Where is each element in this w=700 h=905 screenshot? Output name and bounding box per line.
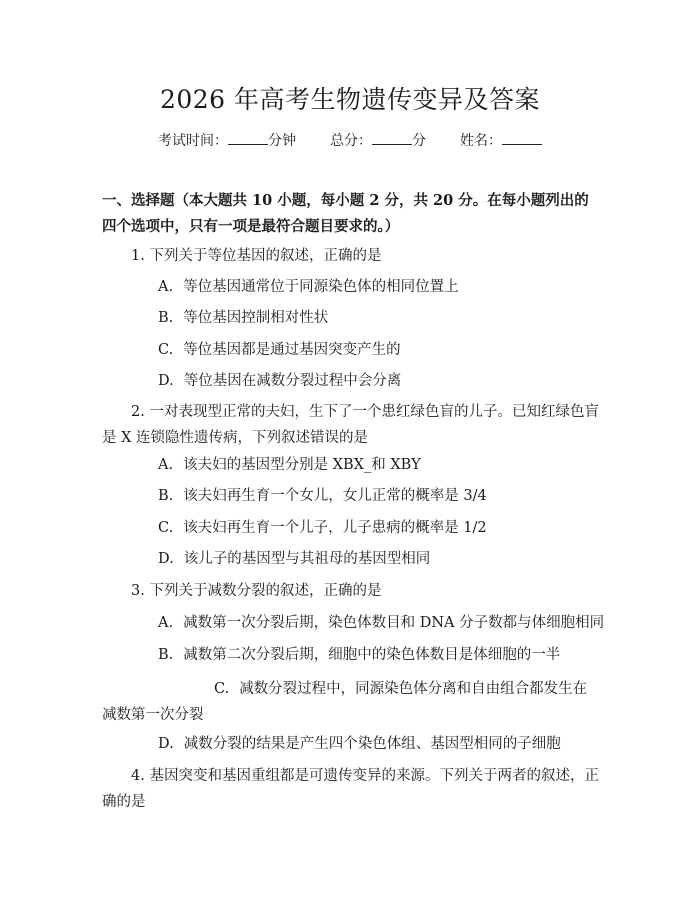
page-title: 2026 年高考生物遗传变异及答案	[159, 85, 541, 114]
question-1-option-b	[158, 305, 600, 331]
option-label: A.	[158, 615, 174, 631]
question-1-option-d	[158, 368, 600, 394]
section-heading: 一、选择题（本大题共 10 小题，每小题 2 分，共 20 分。在每小题列出的四个选项中，只有一项是最符合题目要求的。）	[102, 192, 589, 235]
time-blank	[228, 130, 268, 145]
option-text: 减数第二次分裂后期，细胞中的染色体数目是体细胞的一半	[183, 647, 561, 663]
question-3-option-d	[158, 731, 600, 757]
option-text: 等位基因通常位于同源染色体的相同位置上	[183, 279, 459, 295]
option-label: C.	[214, 681, 230, 697]
question-3-stem: 3. 下列关于减数分裂的叙述，正确的是	[131, 583, 382, 599]
question-2-option-c	[158, 515, 600, 541]
name-label: 姓名：	[460, 133, 502, 149]
question-1-option-c	[158, 337, 600, 363]
exam-info-line	[0, 130, 700, 151]
name-blank	[502, 130, 542, 145]
option-label: B.	[158, 310, 174, 326]
question-3-option-b	[158, 642, 600, 668]
question-2-option-a	[158, 452, 600, 478]
option-label: C.	[158, 342, 174, 358]
time-label: 考试时间：	[158, 133, 228, 149]
question-2-option-b	[158, 483, 600, 509]
option-text: 该夫妇再生育一个女儿，女儿正常的概率是 3/4	[183, 488, 487, 504]
question-4-stem: 4. 基因突变和基因重组都是可遗传变异的来源。下列关于两者的叙述，正确的是	[102, 768, 599, 810]
question-3-option-a	[158, 610, 605, 636]
option-label: B.	[158, 647, 174, 663]
option-text: 减数第一次分裂后期，染色体数目和 DNA 分子数都与体细胞相同	[183, 615, 605, 631]
option-label: D.	[158, 373, 174, 389]
score-unit: 分	[412, 133, 426, 149]
option-label: D.	[158, 551, 174, 567]
question-3-option-c	[102, 676, 600, 728]
option-label: C.	[158, 520, 174, 536]
time-unit: 分钟	[268, 133, 296, 149]
question-2-stem: 2. 一对表现型正常的夫妇，生下了一个患红绿色盲的儿子。已知红绿色盲是 X 连锁隐性遗传病，下列叙述错误的是	[102, 404, 599, 446]
option-label: A.	[158, 457, 174, 473]
option-text: 等位基因控制相对性状	[183, 310, 329, 326]
option-label: D.	[158, 736, 174, 752]
option-label: B.	[158, 488, 174, 504]
score-blank	[372, 130, 412, 145]
question-2-option-d	[158, 546, 600, 572]
question-1-stem: 1. 下列关于等位基因的叙述，正确的是	[131, 248, 382, 264]
option-text: 该夫妇再生育一个儿子，儿子患病的概率是 1/2	[183, 520, 487, 536]
option-text: 该儿子的基因型与其祖母的基因型相同	[183, 551, 431, 567]
option-label: A.	[158, 279, 174, 295]
option-text: 等位基因在减数分裂过程中会分离	[183, 373, 402, 389]
score-label: 总分：	[330, 133, 372, 149]
option-text: 等位基因都是通过基因突变产生的	[183, 342, 401, 358]
option-text: 减数分裂过程中，同源染色体分离和自由组合都发生在减数第一次分裂	[102, 681, 588, 723]
question-1-option-a	[158, 274, 600, 300]
option-text: 该夫妇的基因型分别是 XBX_和 XBY	[183, 457, 421, 473]
option-text: 减数分裂的结果是产生四个染色体组、基因型相同的子细胞	[183, 736, 561, 752]
